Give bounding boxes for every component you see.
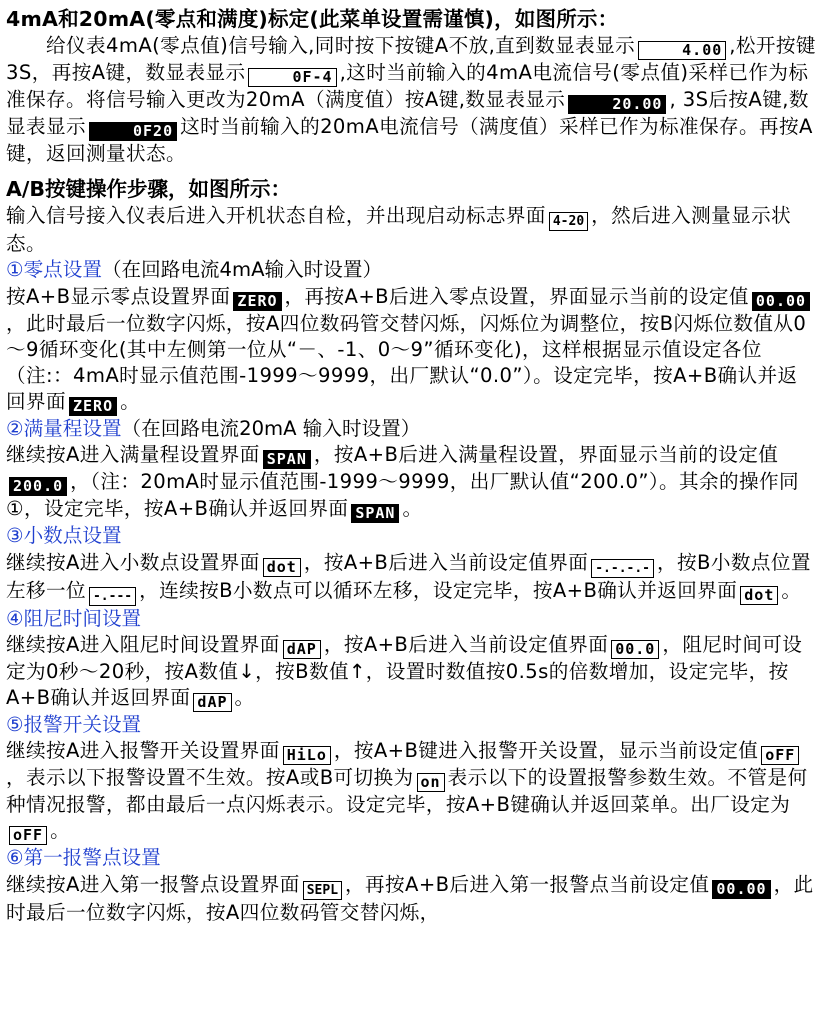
display-hilo: HiLo — [283, 746, 331, 765]
damping-text-4: 。 — [234, 686, 255, 710]
display-off: oFF — [761, 746, 799, 765]
section-alarm-switch-title: ⑤报警开关设置 — [6, 713, 142, 737]
section-alarm-switch-body — [6, 738, 816, 845]
display-span-return: SPAN — [351, 504, 399, 523]
display-dap: dAP — [283, 640, 321, 659]
decimal-text-1: 继续按A进入小数点设置界面 — [6, 550, 260, 574]
section-span-note: （在回路电流20mA 输入时设置） — [121, 417, 421, 441]
display-dot-return: dot — [740, 586, 778, 605]
intro-paragraph — [6, 203, 816, 257]
display-dot: dot — [263, 558, 301, 577]
manual-page — [6, 6, 816, 926]
zero-text-1: 按A+B显示零点设置界面 — [6, 284, 231, 308]
alarm1-text-3: ，此时最后一位数字闪烁，按A四位数码管交替闪烁， — [6, 872, 814, 924]
section-zero-note: （在回路电流4mA输入时设置） — [101, 258, 383, 282]
display-4-00: 4.00 — [638, 41, 726, 60]
alarm-text-5: 。 — [50, 819, 71, 843]
section-decimal-title: ③小数点设置 — [6, 524, 122, 548]
display-span: SPAN — [263, 450, 311, 469]
ab-key-heading: A/B按键操作步骤，如图所示： — [6, 177, 291, 202]
section-damping-title: ④阻尼时间设置 — [6, 606, 142, 630]
section-zero-body — [6, 284, 816, 417]
damping-text-1: 继续按A进入阻尼时间设置界面 — [6, 632, 280, 656]
display-dashes-dotted: -.-.-.- — [591, 559, 654, 578]
display-on: on — [417, 773, 445, 792]
section-span-body — [6, 442, 816, 523]
damping-text-2: ，按A+B后进入当前设定值界面 — [323, 632, 609, 656]
display-of-4: 0F-4 — [248, 68, 336, 87]
section-alarm1-body — [6, 872, 816, 926]
alarm-text-2: ，按A+B键进入报警开关设置，显示当前设定值 — [333, 739, 759, 763]
display-of-20: 0F20 — [89, 122, 177, 141]
calib-text-2: ,松开按键3S，再按A键，数显表显示 — [6, 34, 816, 84]
alarm-text-3: ，表示以下报警设置不生效。按A或B可切换为 — [6, 766, 414, 790]
display-zero-return: ZERO — [69, 397, 117, 416]
span-text-1: 继续按A进入满量程设置界面 — [6, 443, 260, 467]
calib-text-5: 这时当前输入的20mA电流信号（满度值）采样已作为标准保存。再按A键，返回测量状态。 — [6, 115, 813, 165]
display-zero: ZERO — [233, 292, 281, 311]
display-dashes-shifted: -.--- — [89, 587, 136, 606]
section-alarm1-title: ⑥第一报警点设置 — [6, 846, 161, 870]
display-4-20: 4-20 — [549, 212, 588, 231]
calibration-paragraph — [6, 33, 816, 167]
span-text-4: 。 — [402, 497, 423, 521]
span-text-2: ，按A+B后进入满量程设置，界面显示当前的设定值 — [313, 443, 779, 467]
display-dap-return: dAP — [193, 693, 231, 712]
alarm1-text-2: ，再按A+B后进入第一报警点当前设定值 — [345, 872, 710, 896]
decimal-text-2: ，按A+B后进入当前设定值界面 — [303, 550, 589, 574]
intro-text-1: 输入信号接入仪表后进入开机状态自检，并出现启动标志界面 — [6, 204, 546, 228]
display-200-0: 200.0 — [9, 477, 67, 496]
display-00-00: 00.00 — [752, 292, 810, 311]
display-off-default: oFF — [9, 826, 47, 845]
section-damping-body — [6, 632, 816, 712]
zero-text-4: 。 — [120, 390, 141, 414]
section-span-title — [6, 416, 816, 442]
calibration-heading: 4mA和20mA(零点和满度)标定(此菜单设置需谨慎)，如图所示： — [6, 7, 619, 31]
calib-text-4: , 3S后按A键,数显表显示 — [6, 88, 809, 138]
section-decimal-body — [6, 550, 816, 606]
decimal-text-3: ，按B小数点位置左移一位 — [6, 550, 811, 602]
decimal-text-4: ，连续按B小数点可以循环左移，设定完毕，按A+B确认并返回界面 — [139, 578, 738, 602]
calib-text-1: 给仪表4mA(零点值)信号输入,同时按下按键A不放,直到数显表显示 — [46, 34, 636, 57]
display-20-00: 20.00 — [568, 95, 666, 114]
alarm-text-4: 表示以下的设置报警参数生效。不管是何种情况报警，都由最后一点闪烁表示。设定完毕，按A+B键确认并返回菜单。出厂设定为 — [6, 766, 808, 817]
decimal-text-5: 。 — [781, 578, 802, 602]
alarm-text-1: 继续按A进入报警开关设置界面 — [6, 739, 280, 763]
zero-text-2: ，再按A+B后进入零点设置，界面显示当前的设定值 — [284, 284, 749, 308]
section-zero-title — [6, 257, 816, 283]
display-alarm1-00-00: 00.00 — [712, 880, 770, 899]
intro-text-2: ，然后进入测量显示状态。 — [6, 204, 792, 256]
alarm1-text-1: 继续按A进入第一报警点设置界面 — [6, 872, 300, 896]
display-00-0: 00.0 — [611, 640, 659, 659]
section-span-label: ②满量程设置 — [6, 417, 122, 441]
zero-text-3: ，此时最后一位数字闪烁，按A四位数码管交替闪烁，闪烁位为调整位，按B闪烁位数值从0～9循环变化(其中左侧第一位从“－、-1、0～9”循环变化)，这样根据显示值设定各位（注:：4mA时显示值范围-1999～9999，出厂默认“0.0”）。设定完毕，按A+B确认并返回界面 — [6, 311, 807, 414]
damping-text-3: ，阻尼时间可设定为0秒～20秒，按A数值↓，按B数值↑，设置时数值按0.5s的倍数增加，设定完毕，按A+B确认并返回界面 — [6, 632, 803, 710]
calib-text-3: ,这时当前输入的4mA电流信号(零点值)采样已作为标准保存。将信号输入更改为20mA（满度值）按A键,数显表显示 — [6, 61, 809, 111]
span-text-3: ，（注：20mA时显示值范围-1999～9999，出厂默认值“200.0”）。其余的操作同①，设定完毕，按A+B确认并返回界面 — [6, 470, 800, 521]
display-sepl: SEPL — [303, 881, 342, 900]
section-zero-label: ①零点设置 — [6, 258, 102, 282]
